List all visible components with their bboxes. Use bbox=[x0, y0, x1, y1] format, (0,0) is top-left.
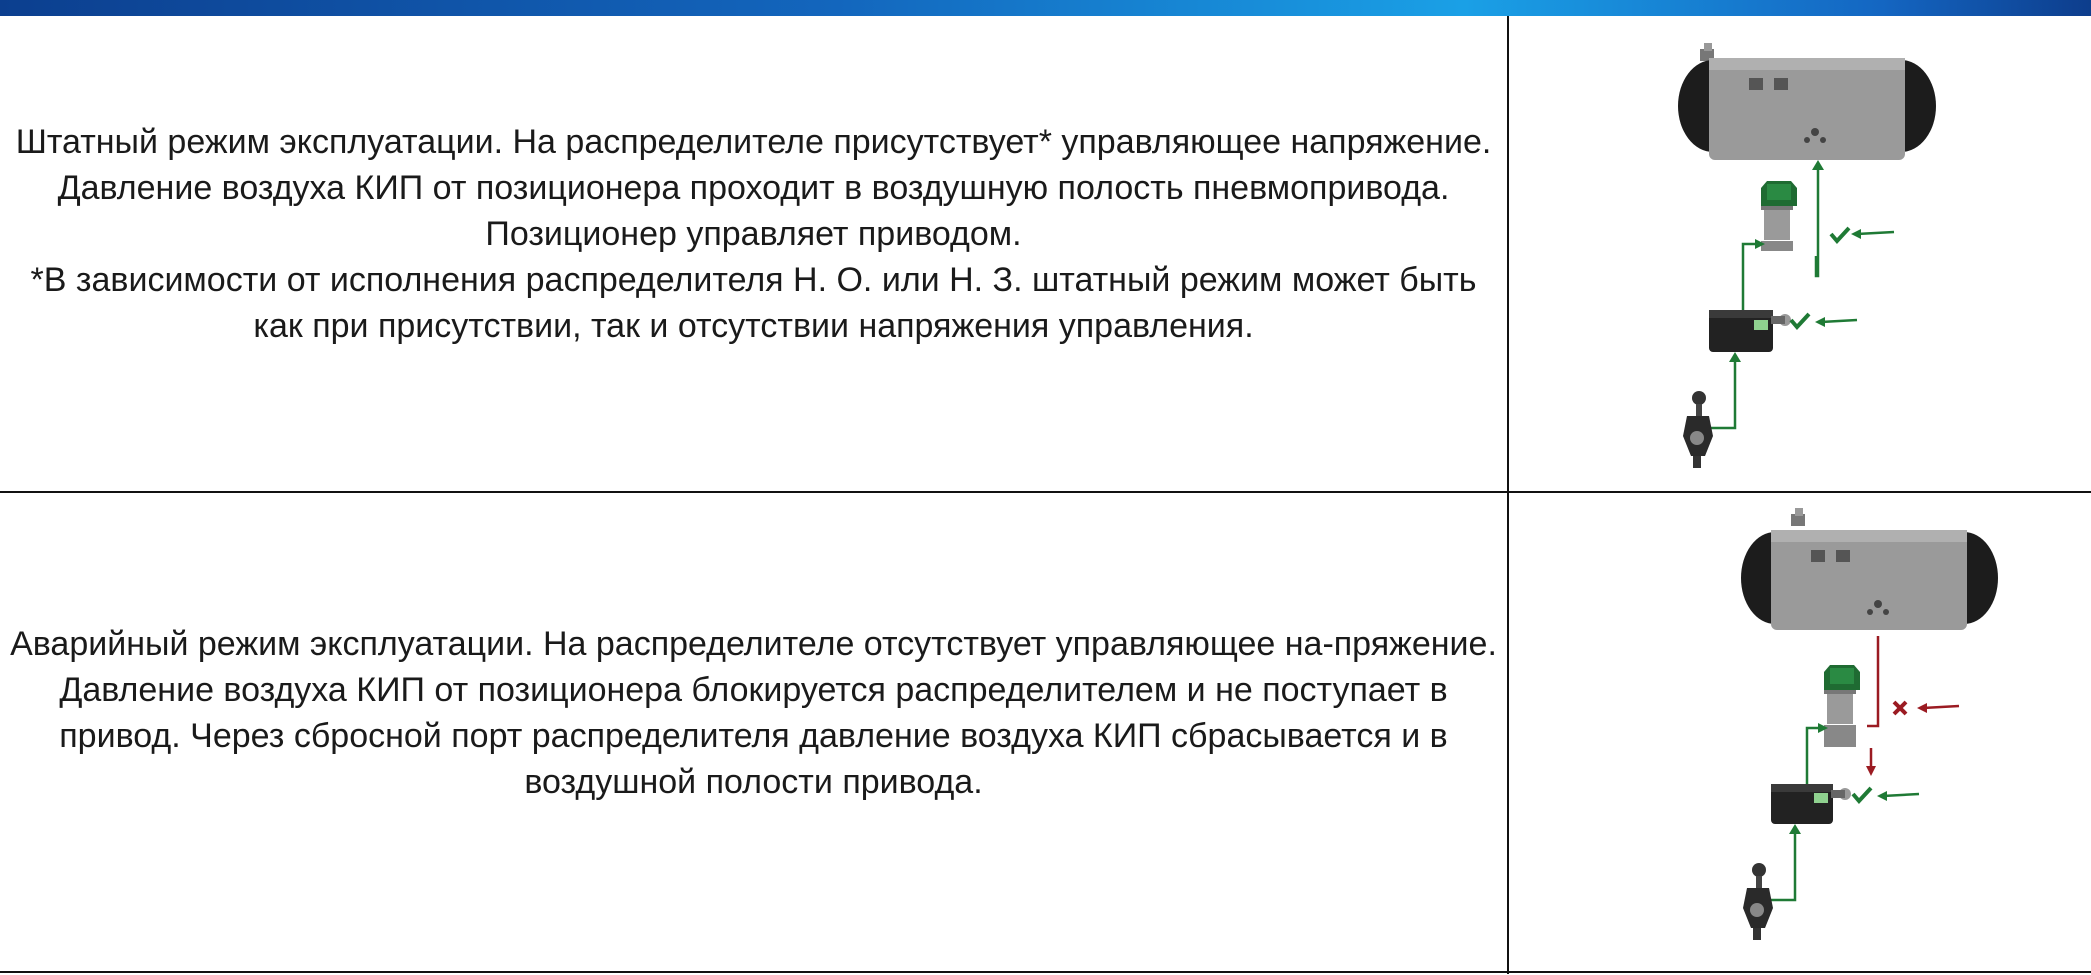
paragraph-normal-mode: Штатный режим эксплуатации. На распределителе присутствует* управляющее напряжение. Давление воздуха КИП от позиционера проходит в воздушную полость пневмопривода. Позиционер управляет приводом. bbox=[15, 123, 1492, 253]
column-divider bbox=[1507, 16, 1509, 974]
emergency-mode-diagram bbox=[1509, 494, 2091, 972]
positioner-icon bbox=[1771, 784, 1851, 824]
solenoid-valve-icon bbox=[1824, 665, 1860, 747]
row-divider bbox=[0, 491, 2091, 493]
actuator-icon bbox=[1741, 508, 1998, 630]
check-icon bbox=[1791, 314, 1809, 327]
cross-icon bbox=[1894, 702, 1906, 714]
header-accent-bar bbox=[0, 0, 2091, 16]
actuator-icon bbox=[1678, 43, 1936, 160]
filter-regulator-icon bbox=[1683, 391, 1713, 468]
description-text bbox=[9, 119, 1499, 349]
table-row-normal-mode bbox=[0, 16, 2091, 492]
check-icon bbox=[1831, 228, 1849, 241]
solenoid-valve-icon bbox=[1761, 181, 1797, 251]
diagram-cell bbox=[1509, 16, 2091, 492]
diagram-cell bbox=[1509, 494, 2091, 972]
table-bottom-border bbox=[0, 971, 2091, 973]
description-text bbox=[9, 621, 1499, 805]
check-icon bbox=[1853, 788, 1871, 801]
paragraph-footnote: *В зависимости от исполнения распределителя Н. О. или Н. З. штатный режим может быть как при присутствии, так и отсутствии напряжения управления. bbox=[30, 261, 1477, 345]
paragraph-emergency-mode: Аварийный режим эксплуатации. На распределителе отсутствует управляющее на-пряжение. Давление воздуха КИП от позиционера блокируется распределителем и не поступает в привод. Через сбросной порт распределителя давление воздуха КИП сбрасывается и в воздушной полости привода. bbox=[10, 625, 1497, 801]
description-cell bbox=[0, 494, 1507, 972]
table-row-emergency-mode bbox=[0, 494, 2091, 972]
description-cell bbox=[0, 16, 1507, 492]
normal-mode-diagram bbox=[1509, 16, 2091, 492]
positioner-icon bbox=[1709, 310, 1791, 352]
filter-regulator-icon bbox=[1743, 863, 1773, 940]
